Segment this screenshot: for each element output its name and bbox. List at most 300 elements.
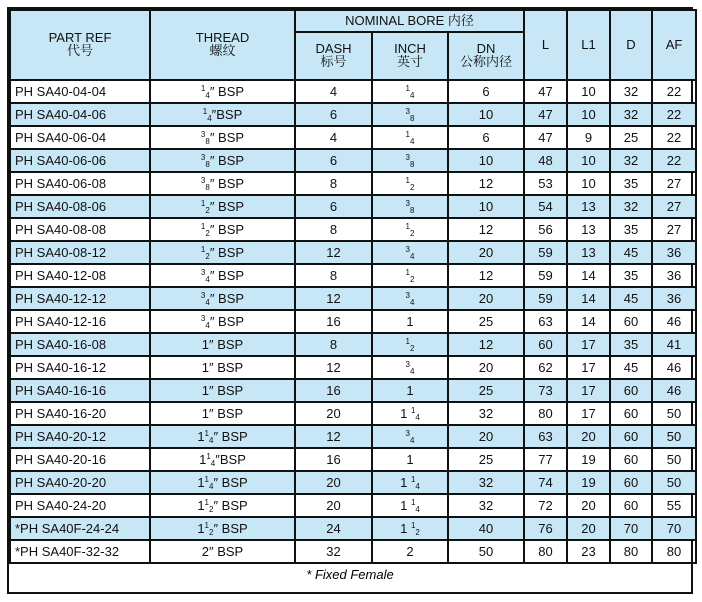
- fraction-numerator: 3: [405, 106, 410, 116]
- thread-suffix: ″ BSP: [209, 244, 245, 260]
- cell-af: 36: [652, 287, 696, 310]
- thread-suffix: ″ BSP: [213, 474, 248, 490]
- fraction-denominator: 4: [410, 136, 415, 146]
- cell-d: 60: [610, 425, 652, 448]
- cell-inch: [372, 218, 448, 241]
- cell-dash: 8: [295, 172, 372, 195]
- fraction-numerator: 3: [405, 152, 410, 162]
- cell-dash: 6: [295, 103, 372, 126]
- col-header-af: AF: [652, 10, 696, 80]
- cell-l1: 10: [567, 103, 610, 126]
- cell-dash: 12: [295, 425, 372, 448]
- fraction-numerator: 1: [410, 474, 416, 484]
- cell-thread: [150, 333, 295, 356]
- cell-dash: 16: [295, 310, 372, 333]
- cell-inch: [372, 80, 448, 103]
- fraction-numerator: 3: [200, 129, 206, 139]
- table-body: [10, 80, 696, 563]
- fraction-denominator: 4: [205, 90, 210, 100]
- cell-dash: 24: [295, 517, 372, 540]
- cell-inch: [372, 172, 448, 195]
- thread-suffix: ″BSP: [211, 106, 243, 122]
- fitting-spec-table: [9, 9, 697, 564]
- whole-part: 1: [400, 474, 411, 490]
- cell-inch: [372, 149, 448, 172]
- cell-part-ref: PH SA40-06-08: [10, 172, 150, 195]
- fraction-numerator: 1: [405, 83, 410, 93]
- fraction-denominator: 2: [209, 504, 214, 514]
- cell-thread: [150, 448, 295, 471]
- col-header-part-ref: [10, 10, 150, 80]
- cell-d: 32: [610, 149, 652, 172]
- thread-suffix: ″ BSP: [209, 290, 245, 306]
- fraction-denominator: 4: [205, 297, 210, 307]
- cell-thread: [150, 195, 295, 218]
- cell-af: 27: [652, 172, 696, 195]
- whole-part: 2: [406, 543, 414, 559]
- table-row: [10, 218, 696, 241]
- table-row: [10, 494, 696, 517]
- whole-part: 1: [197, 497, 205, 513]
- fraction-denominator: 4: [410, 366, 415, 376]
- thread-suffix: ″ BSP: [209, 198, 245, 214]
- dn-label: DN: [476, 41, 496, 57]
- whole-part: 1: [406, 382, 414, 398]
- cell-part-ref: PH SA40-16-08: [10, 333, 150, 356]
- table-row: [10, 356, 696, 379]
- thread-label: THREAD: [195, 30, 250, 46]
- table-row: [10, 80, 696, 103]
- cell-l: 54: [524, 195, 567, 218]
- inch-label-cn: 英寸: [396, 55, 423, 70]
- fraction-numerator: 1: [410, 405, 416, 415]
- col-header-dn: [448, 32, 524, 80]
- cell-dn: 32: [448, 471, 524, 494]
- cell-l: 77: [524, 448, 567, 471]
- fraction-numerator: 1: [405, 129, 410, 139]
- cell-l: 73: [524, 379, 567, 402]
- cell-part-ref: PH SA40-20-20: [10, 471, 150, 494]
- cell-dash: 16: [295, 379, 372, 402]
- fraction-denominator: 2: [205, 205, 210, 215]
- fraction-numerator: 1: [405, 221, 410, 231]
- cell-af: 22: [652, 126, 696, 149]
- cell-part-ref: PH SA40-06-06: [10, 149, 150, 172]
- cell-part-ref: PH SA40-12-16: [10, 310, 150, 333]
- cell-af: 55: [652, 494, 696, 517]
- cell-inch: [372, 310, 448, 333]
- whole-part: 1: [199, 451, 207, 467]
- fraction-numerator: 3: [405, 244, 410, 254]
- cell-af: 50: [652, 425, 696, 448]
- cell-l1: 10: [567, 149, 610, 172]
- fraction-numerator: 1: [405, 336, 410, 346]
- fraction-denominator: 2: [205, 228, 210, 238]
- fraction-numerator: 3: [200, 175, 206, 185]
- cell-dash: 6: [295, 195, 372, 218]
- fraction-denominator: 4: [209, 481, 214, 491]
- cell-l: 74: [524, 471, 567, 494]
- cell-af: 22: [652, 103, 696, 126]
- thread-suffix: ″ BSP: [209, 359, 244, 375]
- thread-suffix: ″ BSP: [209, 382, 244, 398]
- col-header-d: D: [610, 10, 652, 80]
- cell-d: 80: [610, 540, 652, 563]
- table-row: [10, 126, 696, 149]
- cell-d: 45: [610, 241, 652, 264]
- fraction-denominator: 4: [205, 320, 210, 330]
- cell-inch: [372, 103, 448, 126]
- table-row: [10, 402, 696, 425]
- fraction-denominator: 4: [205, 274, 210, 284]
- cell-l: 56: [524, 218, 567, 241]
- cell-dn: 10: [448, 195, 524, 218]
- cell-dash: 4: [295, 80, 372, 103]
- fraction-denominator: 2: [410, 343, 415, 353]
- cell-l: 63: [524, 310, 567, 333]
- cell-part-ref: PH SA40-20-12: [10, 425, 150, 448]
- fraction-numerator: 1: [200, 221, 206, 231]
- thread-suffix: ″ BSP: [209, 336, 244, 352]
- table-row: [10, 149, 696, 172]
- cell-thread: [150, 126, 295, 149]
- cell-l: 59: [524, 287, 567, 310]
- cell-af: 27: [652, 195, 696, 218]
- fraction-numerator: 3: [200, 152, 206, 162]
- dash-label: DASH: [315, 41, 352, 57]
- cell-dash: 32: [295, 540, 372, 563]
- fraction-numerator: 3: [405, 290, 410, 300]
- thread-suffix: ″ BSP: [213, 520, 248, 536]
- fraction-numerator: 1: [202, 106, 208, 116]
- cell-inch: [372, 540, 448, 563]
- fraction-denominator: 4: [410, 435, 415, 445]
- table-row: [10, 287, 696, 310]
- cell-thread: [150, 218, 295, 241]
- whole-part: 1: [201, 359, 209, 375]
- cell-af: 22: [652, 80, 696, 103]
- cell-d: 32: [610, 195, 652, 218]
- thread-suffix: ″ BSP: [213, 428, 248, 444]
- cell-dn: 6: [448, 126, 524, 149]
- cell-d: 35: [610, 264, 652, 287]
- cell-part-ref: PH SA40-20-16: [10, 448, 150, 471]
- whole-part: 1: [406, 451, 414, 467]
- fraction-denominator: 4: [207, 113, 212, 123]
- cell-d: 70: [610, 517, 652, 540]
- table-row: [10, 540, 696, 563]
- whole-part: 1: [400, 405, 411, 421]
- cell-d: 32: [610, 103, 652, 126]
- cell-d: 45: [610, 356, 652, 379]
- footnote: * Fixed Female: [9, 564, 691, 585]
- cell-thread: [150, 80, 295, 103]
- cell-af: 46: [652, 356, 696, 379]
- cell-l1: 17: [567, 356, 610, 379]
- cell-inch: [372, 333, 448, 356]
- cell-d: 60: [610, 402, 652, 425]
- cell-af: 27: [652, 218, 696, 241]
- cell-af: 46: [652, 310, 696, 333]
- table-row: [10, 425, 696, 448]
- cell-l: 48: [524, 149, 567, 172]
- fraction-denominator: 4: [415, 481, 420, 491]
- cell-d: 60: [610, 448, 652, 471]
- fraction-numerator: 3: [200, 267, 206, 277]
- fraction-numerator: 1: [405, 175, 410, 185]
- fraction-numerator: 1: [410, 497, 416, 507]
- cell-l1: 10: [567, 80, 610, 103]
- fraction-denominator: 2: [410, 228, 415, 238]
- cell-inch: [372, 195, 448, 218]
- part-ref-label: PART REF: [48, 30, 112, 46]
- cell-l: 59: [524, 241, 567, 264]
- cell-thread: [150, 379, 295, 402]
- whole-part: 1: [201, 336, 209, 352]
- cell-d: 35: [610, 333, 652, 356]
- fraction-numerator: 3: [200, 313, 206, 323]
- cell-af: 22: [652, 149, 696, 172]
- cell-d: 32: [610, 80, 652, 103]
- fraction-numerator: 3: [405, 428, 410, 438]
- fraction-denominator: 8: [410, 113, 415, 123]
- cell-dn: 12: [448, 218, 524, 241]
- cell-af: 36: [652, 264, 696, 287]
- cell-l: 80: [524, 540, 567, 563]
- cell-thread: [150, 402, 295, 425]
- col-header-l: L: [524, 10, 567, 80]
- thread-suffix: ″ BSP: [209, 313, 245, 329]
- cell-l1: 20: [567, 494, 610, 517]
- fraction-numerator: 1: [204, 520, 209, 530]
- fraction-denominator: 8: [205, 159, 210, 169]
- cell-dash: 12: [295, 287, 372, 310]
- cell-dn: 25: [448, 310, 524, 333]
- cell-d: 35: [610, 218, 652, 241]
- thread-suffix: ″BSP: [215, 451, 246, 467]
- cell-thread: [150, 540, 295, 563]
- cell-thread: [150, 471, 295, 494]
- cell-dash: 4: [295, 126, 372, 149]
- cell-d: 60: [610, 379, 652, 402]
- cell-l1: 14: [567, 310, 610, 333]
- cell-l: 62: [524, 356, 567, 379]
- cell-d: 35: [610, 172, 652, 195]
- table-row: [10, 517, 696, 540]
- table-row: [10, 448, 696, 471]
- fraction-numerator: 3: [405, 359, 410, 369]
- fraction-numerator: 1: [206, 451, 211, 461]
- cell-l: 59: [524, 264, 567, 287]
- cell-dash: 8: [295, 218, 372, 241]
- fraction-denominator: 4: [210, 458, 216, 468]
- cell-dn: 10: [448, 149, 524, 172]
- cell-dn: 20: [448, 241, 524, 264]
- cell-dash: 12: [295, 241, 372, 264]
- table-row: [10, 241, 696, 264]
- fraction-denominator: 2: [410, 274, 415, 284]
- thread-suffix: ″ BSP: [209, 405, 244, 421]
- cell-l: 63: [524, 425, 567, 448]
- cell-thread: [150, 425, 295, 448]
- cell-part-ref: PH SA40-16-16: [10, 379, 150, 402]
- cell-l1: 20: [567, 517, 610, 540]
- thread-suffix: ″ BSP: [209, 175, 245, 191]
- cell-dash: 20: [295, 471, 372, 494]
- fraction-numerator: 3: [200, 290, 206, 300]
- table-row: [10, 172, 696, 195]
- cell-l: 47: [524, 80, 567, 103]
- cell-l1: 17: [567, 333, 610, 356]
- table-row: [10, 264, 696, 287]
- cell-l: 47: [524, 103, 567, 126]
- fraction-denominator: 8: [410, 159, 415, 169]
- cell-dn: 12: [448, 172, 524, 195]
- cell-l: 76: [524, 517, 567, 540]
- cell-l1: 20: [567, 425, 610, 448]
- cell-part-ref: PH SA40-16-20: [10, 402, 150, 425]
- cell-dn: 25: [448, 448, 524, 471]
- cell-dash: 6: [295, 149, 372, 172]
- fraction-denominator: 4: [415, 412, 420, 422]
- cell-thread: [150, 310, 295, 333]
- fraction-numerator: 1: [405, 267, 410, 277]
- cell-inch: [372, 126, 448, 149]
- table-header: [10, 10, 696, 80]
- cell-thread: [150, 356, 295, 379]
- cell-d: 25: [610, 126, 652, 149]
- cell-dn: 20: [448, 425, 524, 448]
- cell-dash: 20: [295, 402, 372, 425]
- cell-dn: 40: [448, 517, 524, 540]
- thread-suffix: ″ BSP: [209, 543, 244, 559]
- cell-inch: [372, 425, 448, 448]
- cell-af: 70: [652, 517, 696, 540]
- table-row: [10, 333, 696, 356]
- cell-inch: [372, 379, 448, 402]
- fraction-numerator: 1: [200, 83, 206, 93]
- fraction-denominator: 4: [209, 435, 214, 445]
- whole-part: 1: [201, 405, 209, 421]
- cell-part-ref: PH SA40-12-12: [10, 287, 150, 310]
- cell-inch: [372, 356, 448, 379]
- table-row: [10, 471, 696, 494]
- fraction-denominator: 2: [410, 182, 415, 192]
- cell-l1: 14: [567, 287, 610, 310]
- whole-part: 1: [197, 428, 205, 444]
- cell-d: 60: [610, 471, 652, 494]
- cell-af: 36: [652, 241, 696, 264]
- fraction-numerator: 1: [200, 198, 206, 208]
- cell-dn: 6: [448, 80, 524, 103]
- cell-dn: 32: [448, 402, 524, 425]
- cell-af: 50: [652, 471, 696, 494]
- cell-l1: 17: [567, 379, 610, 402]
- cell-part-ref: PH SA40-06-04: [10, 126, 150, 149]
- cell-af: 41: [652, 333, 696, 356]
- cell-l1: 17: [567, 402, 610, 425]
- thread-suffix: ″ BSP: [209, 267, 245, 283]
- cell-inch: [372, 517, 448, 540]
- cell-thread: [150, 241, 295, 264]
- cell-af: 50: [652, 448, 696, 471]
- dash-label-cn: 标号: [320, 55, 347, 70]
- cell-part-ref: PH SA40-08-08: [10, 218, 150, 241]
- cell-part-ref: PH SA40-24-20: [10, 494, 150, 517]
- cell-l1: 14: [567, 264, 610, 287]
- fraction-denominator: 8: [205, 136, 210, 146]
- cell-thread: [150, 287, 295, 310]
- part-ref-label-cn: 代号: [66, 44, 93, 59]
- whole-part: 1: [400, 497, 411, 513]
- cell-thread: [150, 517, 295, 540]
- cell-l1: 10: [567, 172, 610, 195]
- cell-l1: 19: [567, 471, 610, 494]
- cell-l: 53: [524, 172, 567, 195]
- fraction-numerator: 1: [204, 497, 209, 507]
- cell-inch: [372, 494, 448, 517]
- cell-af: 46: [652, 379, 696, 402]
- cell-part-ref: *PH SA40F-32-32: [10, 540, 150, 563]
- cell-dn: 20: [448, 356, 524, 379]
- table-row: [10, 103, 696, 126]
- fraction-numerator: 1: [204, 428, 209, 438]
- col-header-thread: [150, 10, 295, 80]
- cell-part-ref: PH SA40-08-06: [10, 195, 150, 218]
- cell-part-ref: PH SA40-16-12: [10, 356, 150, 379]
- table-row: [10, 379, 696, 402]
- cell-dn: 12: [448, 333, 524, 356]
- cell-thread: [150, 103, 295, 126]
- thread-suffix: ″ BSP: [209, 221, 245, 237]
- cell-l1: 13: [567, 218, 610, 241]
- cell-l1: 23: [567, 540, 610, 563]
- cell-dash: 12: [295, 356, 372, 379]
- cell-part-ref: PH SA40-04-04: [10, 80, 150, 103]
- cell-l1: 9: [567, 126, 610, 149]
- col-header-inch: [372, 32, 448, 80]
- whole-part: 1: [197, 474, 205, 490]
- inch-label: INCH: [394, 41, 426, 57]
- fraction-numerator: 1: [204, 474, 209, 484]
- fraction-denominator: 4: [410, 297, 415, 307]
- cell-inch: [372, 448, 448, 471]
- cell-l1: 13: [567, 241, 610, 264]
- cell-l: 47: [524, 126, 567, 149]
- cell-d: 60: [610, 310, 652, 333]
- cell-dn: 50: [448, 540, 524, 563]
- fraction-denominator: 8: [410, 205, 415, 215]
- cell-dash: 20: [295, 494, 372, 517]
- col-header-dash: [295, 32, 372, 80]
- cell-thread: [150, 494, 295, 517]
- cell-l: 60: [524, 333, 567, 356]
- cell-thread: [150, 172, 295, 195]
- cell-d: 45: [610, 287, 652, 310]
- cell-dash: 16: [295, 448, 372, 471]
- cell-dash: 8: [295, 264, 372, 287]
- cell-dn: 10: [448, 103, 524, 126]
- whole-part: 1: [400, 520, 411, 536]
- cell-l: 72: [524, 494, 567, 517]
- cell-af: 50: [652, 402, 696, 425]
- fraction-denominator: 4: [415, 504, 420, 514]
- thread-label-cn: 螺纹: [209, 44, 236, 59]
- cell-dn: 32: [448, 494, 524, 517]
- cell-d: 60: [610, 494, 652, 517]
- cell-thread: [150, 264, 295, 287]
- thread-suffix: ″ BSP: [209, 83, 245, 99]
